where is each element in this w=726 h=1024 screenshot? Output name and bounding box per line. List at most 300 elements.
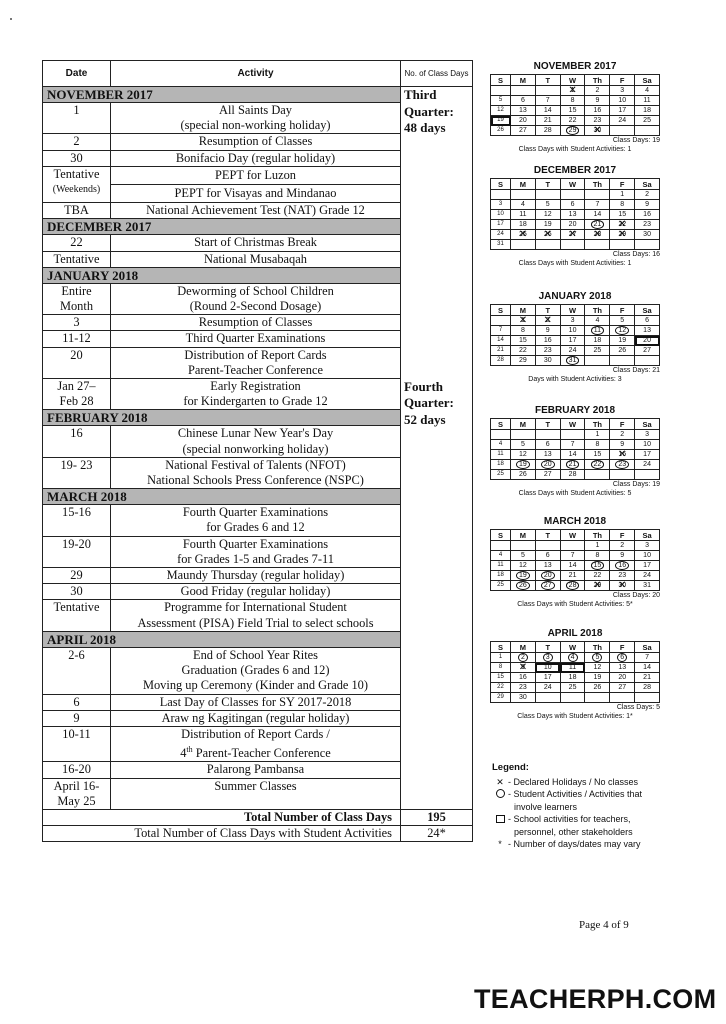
calendar-day bbox=[560, 316, 585, 326]
day-number: 15 bbox=[568, 107, 577, 114]
weekday-label: S bbox=[491, 530, 511, 541]
calendar-day bbox=[491, 116, 511, 126]
total-value: 24* bbox=[401, 826, 473, 842]
row-activity bbox=[111, 647, 401, 694]
day-number: 7 bbox=[498, 327, 503, 333]
activity-line: Summer Classes bbox=[214, 778, 297, 793]
calendar-day bbox=[511, 230, 536, 240]
class-days-count: Class Days: 19 bbox=[612, 481, 660, 488]
calendar-day bbox=[535, 240, 560, 250]
row-activity bbox=[111, 283, 401, 314]
activity-line: Resumption of Classes bbox=[198, 315, 313, 330]
asterisk-icon: * bbox=[498, 839, 502, 849]
calendar-title: NOVEMBER 2017 bbox=[533, 61, 617, 72]
activity-line: Third Quarter Examinations bbox=[185, 331, 326, 346]
weekday-label: Sa bbox=[635, 75, 660, 86]
day-number: 29 bbox=[519, 357, 527, 364]
date-line: 16-20 bbox=[62, 762, 91, 777]
calendar-day bbox=[535, 356, 560, 366]
day-number: 14 bbox=[568, 451, 577, 458]
calendar-day bbox=[585, 200, 610, 210]
day-number: 19 bbox=[593, 674, 602, 681]
weekday-label: M bbox=[511, 530, 536, 541]
day-number: 22 bbox=[591, 460, 605, 469]
day-number: 23 bbox=[519, 684, 527, 691]
calendar-day bbox=[535, 106, 560, 116]
calendar-day bbox=[535, 86, 560, 96]
calendar-day bbox=[610, 561, 635, 571]
calendar-day bbox=[491, 470, 511, 480]
calendar-day bbox=[635, 460, 660, 470]
calendar-day bbox=[511, 541, 536, 551]
activity-line: Chinese Lunar New Year's Day bbox=[177, 426, 334, 441]
month-heading: NOVEMBER 2017 bbox=[43, 87, 401, 103]
weekday-label: T bbox=[535, 179, 560, 190]
calendar-day bbox=[560, 346, 585, 356]
day-number: 28 bbox=[543, 127, 552, 134]
calendar-day bbox=[560, 673, 585, 683]
date-line: Jan 27– bbox=[57, 379, 96, 394]
row-date bbox=[43, 331, 111, 347]
quarter-line: 48 days bbox=[404, 120, 446, 135]
legend-text: - School activities for teachers, bbox=[508, 814, 631, 824]
activity-line: Fourth Quarter Examinations bbox=[182, 536, 329, 551]
calendar-day bbox=[491, 571, 511, 581]
activity-line: Distribution of Report Cards bbox=[184, 347, 327, 362]
activity-line: National Schools Press Conference (NSPC) bbox=[147, 473, 364, 488]
weekday-label: Th bbox=[585, 305, 610, 316]
activity-line: National Festival of Talents (NFOT) bbox=[165, 457, 346, 472]
day-number: 18 bbox=[593, 337, 602, 344]
weekday-label: S bbox=[491, 305, 511, 316]
calendar-day bbox=[585, 96, 610, 106]
calendar-day bbox=[635, 106, 660, 116]
day-number: 11 bbox=[497, 451, 504, 457]
activity-days-count: Class Days with Student Activities: 5 bbox=[518, 490, 632, 497]
calendar-month bbox=[490, 60, 660, 154]
weekday-label: F bbox=[610, 305, 635, 316]
date-line: 20 bbox=[70, 347, 83, 362]
row-date bbox=[43, 283, 111, 314]
quarter-line: Quarter: bbox=[404, 395, 454, 411]
day-number: 1 bbox=[595, 542, 600, 549]
calendar-day bbox=[635, 430, 660, 440]
day-number: 16 bbox=[593, 107, 602, 114]
day-number: 5 bbox=[498, 97, 503, 103]
calendar-day bbox=[535, 673, 560, 683]
day-number: 19 bbox=[516, 571, 530, 580]
date-line: Tentative bbox=[53, 600, 100, 615]
calendar-day bbox=[511, 240, 536, 250]
day-number: 5 bbox=[545, 201, 550, 208]
calendar-day bbox=[511, 663, 536, 673]
weekday-label: S bbox=[491, 419, 511, 430]
row-activity bbox=[111, 166, 401, 202]
day-number: 25 bbox=[497, 582, 504, 588]
day-number: 13 bbox=[543, 562, 552, 569]
day-number: 28 bbox=[566, 581, 580, 590]
row-date bbox=[43, 536, 111, 567]
calendar-day bbox=[535, 683, 560, 693]
calendar-day bbox=[585, 470, 610, 480]
date-line: 3 bbox=[73, 315, 80, 330]
day-number: 21 bbox=[497, 347, 504, 353]
weekday-label: Th bbox=[585, 179, 610, 190]
calendar-day bbox=[560, 106, 585, 116]
day-number: 12 bbox=[593, 664, 602, 671]
day-number: 4 bbox=[568, 653, 578, 662]
day-number: 26 bbox=[618, 347, 627, 354]
calendar-day bbox=[491, 326, 511, 336]
quarter-days-third bbox=[401, 87, 473, 379]
row-activity bbox=[111, 694, 401, 710]
calendar-day bbox=[511, 571, 536, 581]
calendar-day bbox=[585, 326, 610, 336]
calendar-day bbox=[560, 336, 585, 346]
day-number: 20 bbox=[519, 117, 527, 124]
calendar-day bbox=[610, 356, 635, 366]
activity-line: Resumption of Classes bbox=[198, 134, 313, 149]
calendar-day bbox=[635, 693, 660, 703]
calendar-day bbox=[610, 116, 635, 126]
calendar-day bbox=[535, 336, 560, 346]
row-activity bbox=[111, 505, 401, 536]
day-number: 27 bbox=[618, 684, 627, 691]
weekday-label: M bbox=[511, 419, 536, 430]
calendar-month bbox=[490, 164, 660, 268]
row-activity bbox=[111, 726, 401, 762]
row-activity bbox=[111, 457, 401, 488]
day-number: 26 bbox=[593, 684, 602, 691]
day-number: 17 bbox=[618, 107, 627, 114]
activity-line: Maundy Thursday (regular holiday) bbox=[166, 568, 345, 583]
day-number: 26 bbox=[519, 471, 527, 478]
day-number: 3 bbox=[498, 201, 503, 207]
day-number: 1 bbox=[520, 317, 525, 324]
row-activity bbox=[111, 331, 401, 347]
row-activity bbox=[111, 315, 401, 331]
day-number: 11 bbox=[519, 211, 527, 218]
legend-title: Legend: bbox=[492, 762, 529, 773]
day-number: 12 bbox=[519, 451, 527, 458]
day-number: 12 bbox=[497, 107, 504, 113]
calendar-day bbox=[610, 190, 635, 200]
date-line: Feb 28 bbox=[59, 394, 94, 409]
day-number: 8 bbox=[520, 327, 525, 334]
day-number: 30 bbox=[618, 582, 627, 589]
day-number: 7 bbox=[570, 441, 575, 448]
calendar-day bbox=[560, 683, 585, 693]
calendar-day bbox=[560, 96, 585, 106]
calendar-day bbox=[610, 126, 635, 136]
calendar-day bbox=[610, 316, 635, 326]
calendar-day bbox=[610, 200, 635, 210]
calendar-day bbox=[585, 316, 610, 326]
calendar-day bbox=[511, 693, 536, 703]
activity-header: Activity bbox=[111, 61, 401, 87]
day-number: 25 bbox=[593, 347, 602, 354]
weekday-label: T bbox=[535, 419, 560, 430]
row-activity bbox=[111, 426, 401, 457]
activity-days-count: Days with Student Activities: 3 bbox=[528, 376, 622, 383]
date-line: 1 bbox=[73, 103, 80, 117]
calendar-day bbox=[585, 673, 610, 683]
day-number: 26 bbox=[516, 581, 530, 590]
calendar-day bbox=[491, 673, 511, 683]
class-days-count: Class Days: 21 bbox=[612, 367, 660, 374]
row-date bbox=[43, 134, 111, 150]
row-date bbox=[43, 203, 111, 219]
calendar-day bbox=[511, 190, 536, 200]
day-number: 17 bbox=[643, 562, 651, 569]
calendar-day bbox=[585, 571, 610, 581]
day-number: 15 bbox=[519, 337, 527, 344]
month-heading: FEBRUARY 2018 bbox=[43, 410, 401, 426]
day-number: 29 bbox=[566, 126, 580, 135]
day-number: 27 bbox=[541, 581, 555, 590]
calendar-day bbox=[535, 346, 560, 356]
calendar-month bbox=[490, 627, 660, 721]
calendar-title: MARCH 2018 bbox=[543, 516, 607, 527]
day-number: 20 bbox=[541, 571, 555, 580]
calendar-day bbox=[610, 96, 635, 106]
month-heading: DECEMBER 2017 bbox=[43, 219, 401, 235]
calendar-day bbox=[491, 561, 511, 571]
legend-text: involve learners bbox=[514, 802, 578, 812]
day-number: 24 bbox=[643, 572, 651, 579]
calendar-day bbox=[560, 551, 585, 561]
calendar-day bbox=[560, 210, 585, 220]
row-date bbox=[43, 251, 111, 267]
total-label: Total Number of Class Days with Student Activities bbox=[43, 826, 401, 842]
legend-text: - Number of days/dates may vary bbox=[508, 839, 641, 849]
day-number: 4 bbox=[520, 201, 525, 208]
day-number: 15 bbox=[497, 674, 504, 680]
calendar-day bbox=[635, 210, 660, 220]
calendar-day bbox=[535, 230, 560, 240]
calendar-day bbox=[635, 653, 660, 663]
day-number: 4 bbox=[645, 87, 650, 94]
calendar-day bbox=[535, 126, 560, 136]
calendar-day bbox=[491, 126, 511, 136]
calendar-day bbox=[610, 460, 635, 470]
calendar-day bbox=[585, 106, 610, 116]
day-number: 15 bbox=[591, 561, 605, 570]
month-row bbox=[43, 87, 473, 103]
calendar-day bbox=[585, 683, 610, 693]
day-number: 16 bbox=[519, 674, 527, 681]
calendar-day bbox=[535, 450, 560, 460]
activity-line: Good Friday (regular holiday) bbox=[180, 584, 331, 599]
calendar-day bbox=[585, 551, 610, 561]
activity-line: Early Registration bbox=[210, 379, 301, 394]
date-header: Date bbox=[43, 61, 111, 87]
date-line: Tentative bbox=[53, 251, 100, 266]
day-number: 2 bbox=[620, 542, 625, 549]
weekday-label: Th bbox=[585, 75, 610, 86]
legend-item bbox=[492, 826, 682, 838]
calendar-day bbox=[491, 430, 511, 440]
row-activity bbox=[111, 251, 401, 267]
calendar-day bbox=[610, 210, 635, 220]
weekday-label: Sa bbox=[635, 530, 660, 541]
calendar-day bbox=[585, 86, 610, 96]
day-number: 21 bbox=[568, 572, 577, 579]
day-number: 14 bbox=[593, 211, 602, 218]
weekday-label: M bbox=[511, 642, 536, 653]
calendar-day bbox=[635, 190, 660, 200]
day-number: 5 bbox=[520, 441, 525, 448]
day-number: 11 bbox=[591, 326, 604, 335]
weekday-label: W bbox=[560, 642, 585, 653]
calendar-day bbox=[511, 551, 536, 561]
total-row bbox=[43, 826, 473, 842]
row-activity bbox=[111, 536, 401, 567]
calendar-day bbox=[635, 541, 660, 551]
day-number: 6 bbox=[645, 317, 650, 324]
row-date bbox=[43, 584, 111, 600]
day-number: 10 bbox=[618, 97, 627, 104]
calendar-day bbox=[560, 430, 585, 440]
day-number: 18 bbox=[497, 461, 504, 467]
date-line: 2 bbox=[73, 134, 80, 149]
day-number: 22 bbox=[618, 221, 627, 228]
day-number: 20 bbox=[618, 674, 627, 681]
calendar-day bbox=[535, 693, 560, 703]
activity-line: End of School Year Rites bbox=[193, 647, 318, 662]
activity-line: 4th Parent-Teacher Conference bbox=[180, 745, 331, 761]
day-number: 30 bbox=[643, 231, 651, 238]
row-date bbox=[43, 347, 111, 378]
day-number: 16 bbox=[643, 211, 651, 218]
calendar-day bbox=[585, 693, 610, 703]
calendar-day bbox=[491, 683, 511, 693]
day-number: 4 bbox=[498, 552, 503, 558]
day-number: 3 bbox=[543, 653, 553, 662]
total-label: Total Number of Class Days bbox=[43, 810, 401, 826]
row-activity bbox=[111, 134, 401, 150]
activity-days-count: Class Days with Student Activities: 1* bbox=[517, 713, 633, 720]
calendar-day bbox=[560, 561, 585, 571]
date-line: 9 bbox=[73, 710, 80, 725]
activity-line: Programme for International Student bbox=[164, 600, 347, 615]
activity-line: Assessment (PISA) Field Trial to select schools bbox=[137, 615, 374, 630]
calendar-day bbox=[511, 683, 536, 693]
calendar-day bbox=[585, 220, 610, 230]
day-number: 18 bbox=[568, 674, 577, 681]
calendar-day bbox=[511, 336, 536, 346]
circle-symbol-icon bbox=[496, 789, 505, 798]
weekday-label: W bbox=[560, 530, 585, 541]
date-line: 19- 23 bbox=[60, 457, 93, 472]
activity-line: PEPT for Visayas and Mindanao bbox=[111, 184, 400, 202]
day-number: 9 bbox=[595, 97, 600, 104]
calendar-day bbox=[535, 561, 560, 571]
calendar-day bbox=[585, 440, 610, 450]
calendar-day bbox=[535, 200, 560, 210]
calendar-title: JANUARY 2018 bbox=[538, 291, 612, 302]
activity-line: Palarong Pambansa bbox=[206, 762, 305, 777]
row-date bbox=[43, 457, 111, 488]
day-number: 18 bbox=[519, 221, 527, 228]
day-number: 19 bbox=[543, 221, 552, 228]
day-number: 8 bbox=[498, 664, 503, 670]
row-date bbox=[43, 315, 111, 331]
row-activity bbox=[111, 347, 401, 378]
activity-line: Araw ng Kagitingan (regular holiday) bbox=[161, 710, 350, 725]
calendar-day bbox=[560, 571, 585, 581]
day-number: 14 bbox=[543, 107, 552, 114]
day-number: 2 bbox=[645, 191, 650, 198]
day-number: 9 bbox=[645, 201, 650, 208]
weekday-label: T bbox=[535, 530, 560, 541]
day-number: 20 bbox=[541, 460, 555, 469]
calendar-day bbox=[491, 86, 511, 96]
weekday-label: M bbox=[511, 75, 536, 86]
calendar-day bbox=[585, 336, 610, 346]
day-number: 25 bbox=[497, 471, 504, 477]
calendar-day bbox=[491, 230, 511, 240]
calendar-day bbox=[560, 190, 585, 200]
day-number: 23 bbox=[543, 347, 552, 354]
weekday-label: Sa bbox=[635, 179, 660, 190]
day-number: 30 bbox=[543, 357, 552, 364]
calendar-day bbox=[635, 450, 660, 460]
day-number: 6 bbox=[570, 201, 575, 208]
date-line: Month bbox=[59, 299, 94, 314]
day-number: 10 bbox=[643, 552, 651, 559]
calendar-day bbox=[635, 470, 660, 480]
calendar-day bbox=[585, 190, 610, 200]
quarter-days-fourth bbox=[401, 379, 473, 810]
legend-text: - Student Activities / Activities that bbox=[508, 789, 643, 799]
calendar-day bbox=[585, 581, 610, 591]
calendar-day bbox=[585, 346, 610, 356]
activity-line: for Grades 6 and 12 bbox=[206, 520, 305, 535]
day-number: 6 bbox=[545, 552, 550, 559]
date-line: 11-12 bbox=[62, 331, 91, 346]
calendar-day bbox=[635, 316, 660, 326]
calendar-day bbox=[535, 116, 560, 126]
day-number: 6 bbox=[545, 441, 550, 448]
calendar-day bbox=[511, 470, 536, 480]
day-number: 24 bbox=[568, 347, 577, 354]
day-number: 24 bbox=[618, 117, 627, 124]
class-days-count: Class Days: 16 bbox=[612, 251, 660, 258]
day-number: 2 bbox=[518, 653, 528, 662]
calendar-day bbox=[491, 240, 511, 250]
calendar-day bbox=[635, 86, 660, 96]
legend-text: - Declared Holidays / No classes bbox=[508, 777, 639, 787]
row-activity bbox=[111, 600, 401, 631]
day-number: 16 bbox=[615, 561, 629, 570]
quarter-line: Fourth bbox=[404, 378, 443, 394]
calendar-title: DECEMBER 2017 bbox=[533, 165, 617, 176]
calendar-day bbox=[610, 230, 635, 240]
calendar-day bbox=[560, 460, 585, 470]
day-number: 8 bbox=[570, 97, 575, 104]
row-date bbox=[43, 103, 111, 134]
date-line: TBA bbox=[64, 203, 89, 218]
calendar-day bbox=[585, 460, 610, 470]
weekday-label: T bbox=[535, 642, 560, 653]
calendar-day bbox=[535, 316, 560, 326]
legend-item bbox=[492, 813, 682, 826]
row-activity bbox=[111, 762, 401, 778]
day-number: 25 bbox=[519, 231, 527, 238]
legend-item bbox=[492, 776, 682, 788]
day-number: 13 bbox=[568, 211, 577, 218]
